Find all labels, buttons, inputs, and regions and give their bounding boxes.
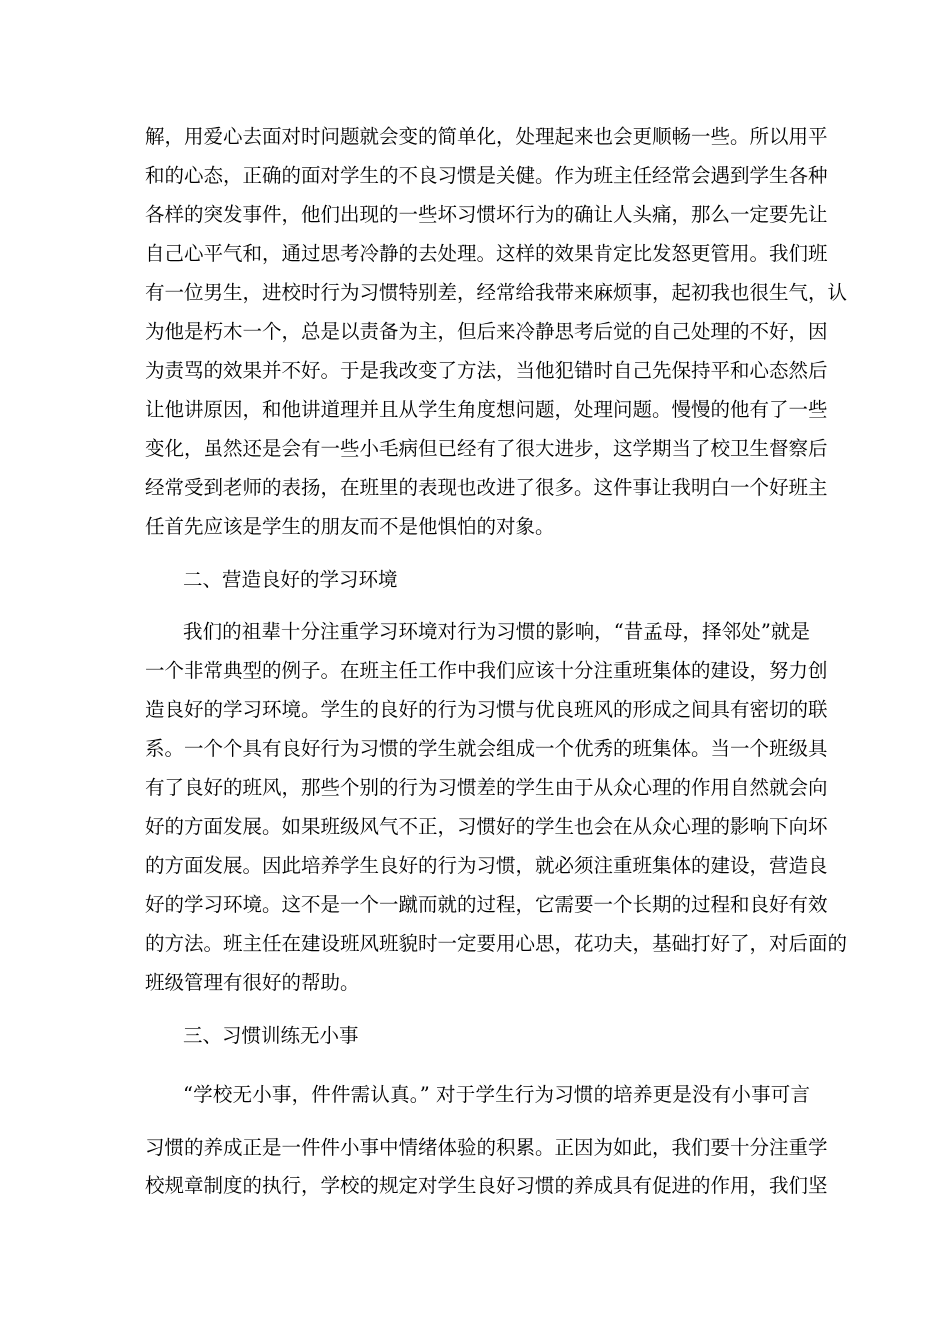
paragraph-1-line-10: 经常受到老师的表扬，在班里的表现也改进了很多。这件事让我明白一个好班主 <box>145 476 828 499</box>
paragraph-2-line-8: 好的学习环境。这不是一个一蹴而就的过程，它需要一个长期的过程和良好有效 <box>145 893 828 916</box>
paragraph-1-line-5: 有一位男生，进校时行为习惯特别差，经常给我带来麻烦事，起初我也很生气，认 <box>145 281 848 304</box>
paragraph-2-line-9: 的方法。班主任在建设班风班貌时一定要用心思，花功夫，基础打好了，对后面的 <box>145 932 848 955</box>
section-heading-2: 二、营造良好的学习环境 <box>183 568 398 591</box>
paragraph-2-line-1: 我们的祖辈十分注重学习环境对行为习惯的影响，“昔孟母，择邻处”就是 <box>183 620 810 643</box>
paragraph-3-line-2: 习惯的养成正是一件件小事中情绪体验的积累。正因为如此，我们要十分注重学 <box>145 1136 828 1159</box>
paragraph-2-line-6: 好的方面发展。如果班级风气不正，习惯好的学生也会在从众心理的影响下向坏 <box>145 815 828 838</box>
paragraph-1-line-7: 为责骂的效果并不好。于是我改变了方法，当他犯错时自己先保持平和心态然后 <box>145 359 828 382</box>
paragraph-1-line-1: 解，用爱心去面对时问题就会变的简单化，处理起来也会更顺畅一些。所以用平 <box>145 125 828 148</box>
paragraph-2-line-2: 一个非常典型的例子。在班主任工作中我们应该十分注重班集体的建设，努力创 <box>145 659 828 682</box>
paragraph-3-line-1: “学校无小事，件件需认真。” 对于学生行为习惯的培养更是没有小事可言 <box>183 1083 810 1106</box>
section-heading-3: 三、习惯训练无小事 <box>183 1024 359 1047</box>
paragraph-3-line-3: 校规章制度的执行，学校的规定对学生良好习惯的养成具有促进的作用，我们坚 <box>145 1174 828 1197</box>
paragraph-2-line-10: 班级管理有很好的帮助。 <box>145 971 360 994</box>
paragraph-1-line-8: 让他讲原因，和他讲道理并且从学生角度想问题，处理问题。慢慢的他有了一些 <box>145 398 828 421</box>
paragraph-1-line-3: 各样的突发事件，他们出现的一些坏习惯坏行为的确让人头痛，那么一定要先让 <box>145 203 828 226</box>
paragraph-1-line-4: 自己心平气和，通过思考冷静的去处理。这样的效果肯定比发怒更管用。我们班 <box>145 242 828 265</box>
paragraph-1-line-6: 为他是朽木一个，总是以责备为主，但后来冷静思考后觉的自己处理的不好，因 <box>145 320 828 343</box>
paragraph-1-line-11: 任首先应该是学生的朋友而不是他惧怕的对象。 <box>145 515 555 538</box>
paragraph-2-line-3: 造良好的学习环境。学生的良好的行为习惯与优良班风的形成之间具有密切的联 <box>145 698 828 721</box>
paragraph-2-line-7: 的方面发展。因此培养学生良好的行为习惯，就必须注重班集体的建设，营造良 <box>145 854 828 877</box>
paragraph-1-line-9: 变化，虽然还是会有一些小毛病但已经有了很大进步，这学期当了校卫生督察后 <box>145 437 828 460</box>
paragraph-2-line-5: 有了良好的班风，那些个别的行为习惯差的学生由于从众心理的作用自然就会向 <box>145 776 828 799</box>
paragraph-1-line-2: 和的心态，正确的面对学生的不良习惯是关健。作为班主任经常会遇到学生各种 <box>145 164 828 187</box>
paragraph-2-line-4: 系。一个个具有良好行为习惯的学生就会组成一个优秀的班集体。当一个班级具 <box>145 737 828 760</box>
